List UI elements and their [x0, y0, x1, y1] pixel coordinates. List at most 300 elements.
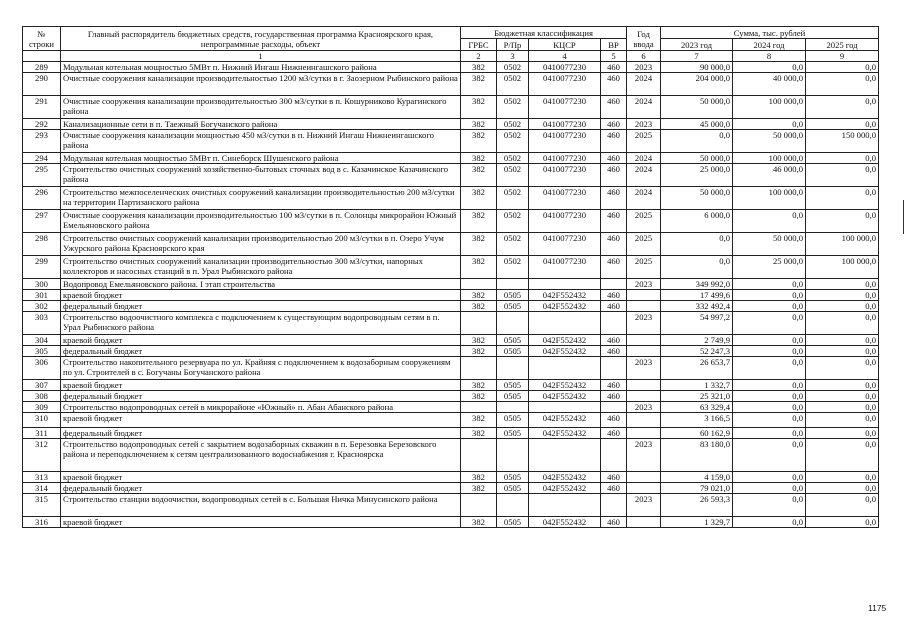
- index-cell: 2: [461, 51, 497, 62]
- grbs-code: 382: [461, 517, 497, 528]
- vr-code: 460: [601, 483, 627, 494]
- table-row: [23, 73, 879, 96]
- kcsr-code: 042F552432: [529, 483, 601, 494]
- object-name: Очистные сооружения канализации производительностью 1200 м3/сутки в г. Заозерном Рыбинского района: [61, 73, 461, 96]
- commission-year: 2025: [627, 233, 661, 256]
- table-row: [23, 153, 879, 164]
- table-row: [23, 472, 879, 483]
- vr-code: 460: [601, 96, 627, 119]
- kcsr-code: 042F552432: [529, 380, 601, 391]
- kcsr-code: 0410077230: [529, 130, 601, 153]
- commission-year: 2023: [627, 357, 661, 380]
- grbs-code: 382: [461, 187, 497, 210]
- object-name: краевой бюджет: [61, 472, 461, 483]
- grbs-code: 382: [461, 153, 497, 164]
- grbs-code: 382: [461, 428, 497, 439]
- grbs-code: 382: [461, 73, 497, 96]
- object-name: краевой бюджет: [61, 335, 461, 346]
- kcsr-code: 0410077230: [529, 119, 601, 130]
- object-name: краевой бюджет: [61, 413, 461, 428]
- grbs-code: 382: [461, 233, 497, 256]
- amount-2024: 25 000,0: [733, 256, 806, 279]
- amount-2023: 90 000,0: [661, 62, 733, 73]
- commission-year: [627, 472, 661, 483]
- commission-year: 2024: [627, 164, 661, 187]
- rzpr-code: 0502: [497, 233, 529, 256]
- amount-2025: 0,0: [806, 279, 879, 290]
- commission-year: 2023: [627, 402, 661, 413]
- grbs-code: 382: [461, 346, 497, 357]
- table-row: [23, 187, 879, 210]
- object-name: Строительство межпоселенческих очистных сооружений канализации производительностью 200 м3/сутки на территории Партизанского района: [61, 187, 461, 210]
- vr-code: 460: [601, 62, 627, 73]
- row-number: 312: [23, 439, 61, 472]
- vr-code: 460: [601, 301, 627, 312]
- commission-year: 2024: [627, 153, 661, 164]
- kcsr-code: [529, 279, 601, 290]
- amount-2023: 50 000,0: [661, 187, 733, 210]
- object-name: Строительство накопительного резервуара по ул. Крайняя с подключением к водозаборным сооружениям по ул. Строителей в с. Богучаны Богучанского района: [61, 357, 461, 380]
- rzpr-code: 0505: [497, 391, 529, 402]
- grbs-code: 382: [461, 130, 497, 153]
- object-name: федеральный бюджет: [61, 301, 461, 312]
- rzpr-code: 0505: [497, 413, 529, 428]
- amount-2024: 0,0: [733, 391, 806, 402]
- amount-2025: 150 000,0: [806, 130, 879, 153]
- commission-year: [627, 301, 661, 312]
- grbs-code: 382: [461, 483, 497, 494]
- table-row: [23, 312, 879, 335]
- amount-2025: 100 000,0: [806, 256, 879, 279]
- amount-2025: 0,0: [806, 517, 879, 528]
- amount-2024: 0,0: [733, 472, 806, 483]
- index-cell: 7: [661, 51, 733, 62]
- index-cell: 3: [497, 51, 529, 62]
- kcsr-code: 042F552432: [529, 428, 601, 439]
- rzpr-code: 0505: [497, 380, 529, 391]
- amount-2025: 0,0: [806, 380, 879, 391]
- amount-2024: 0,0: [733, 210, 806, 233]
- commission-year: 2024: [627, 187, 661, 210]
- row-number: 304: [23, 335, 61, 346]
- rzpr-code: 0505: [497, 517, 529, 528]
- object-name: краевой бюджет: [61, 290, 461, 301]
- rzpr-code: 0505: [497, 335, 529, 346]
- row-number: 314: [23, 483, 61, 494]
- commission-year: [627, 517, 661, 528]
- amount-2024: 100 000,0: [733, 153, 806, 164]
- budget-document: [22, 26, 879, 528]
- row-number: 305: [23, 346, 61, 357]
- kcsr-code: [529, 357, 601, 380]
- amount-2023: 332 492,4: [661, 301, 733, 312]
- amount-2024: 40 000,0: [733, 73, 806, 96]
- rzpr-code: 0505: [497, 346, 529, 357]
- commission-year: [627, 428, 661, 439]
- grbs-code: 382: [461, 96, 497, 119]
- table-row: [23, 130, 879, 153]
- table-row: [23, 119, 879, 130]
- kcsr-code: [529, 494, 601, 517]
- commission-year: 2023: [627, 119, 661, 130]
- amount-2024: 0,0: [733, 517, 806, 528]
- table-row: [23, 413, 879, 428]
- amount-2024: 100 000,0: [733, 96, 806, 119]
- rzpr-code: [497, 402, 529, 413]
- row-number: 290: [23, 73, 61, 96]
- kcsr-code: 042F552432: [529, 472, 601, 483]
- kcsr-code: 0410077230: [529, 73, 601, 96]
- object-name: краевой бюджет: [61, 517, 461, 528]
- row-number: 296: [23, 187, 61, 210]
- header-2023: 2023 год: [661, 39, 733, 51]
- grbs-code: 382: [461, 256, 497, 279]
- table-row: [23, 164, 879, 187]
- header-2024: 2024 год: [733, 39, 806, 51]
- table-row: [23, 346, 879, 357]
- rzpr-code: 0502: [497, 187, 529, 210]
- amount-2023: 50 000,0: [661, 153, 733, 164]
- amount-2025: 0,0: [806, 494, 879, 517]
- kcsr-code: 0410077230: [529, 164, 601, 187]
- grbs-code: 382: [461, 301, 497, 312]
- header-2025: 2025 год: [806, 39, 879, 51]
- amount-2023: 6 000,0: [661, 210, 733, 233]
- row-number: 295: [23, 164, 61, 187]
- row-number: 292: [23, 119, 61, 130]
- amount-2024: 0,0: [733, 494, 806, 517]
- header-object-name: Главный распорядитель бюджетных средств, государственная программа Красноярского края, непрограммные расходы, объект: [61, 27, 461, 51]
- vr-code: 460: [601, 187, 627, 210]
- amount-2025: 0,0: [806, 301, 879, 312]
- rzpr-code: 0502: [497, 130, 529, 153]
- vr-code: [601, 494, 627, 517]
- amount-2024: 0,0: [733, 346, 806, 357]
- kcsr-code: 042F552432: [529, 391, 601, 402]
- amount-2025: 0,0: [806, 346, 879, 357]
- object-name: федеральный бюджет: [61, 391, 461, 402]
- amount-2023: 54 997,2: [661, 312, 733, 335]
- row-number: 291: [23, 96, 61, 119]
- vr-code: [601, 402, 627, 413]
- amount-2025: 0,0: [806, 312, 879, 335]
- rzpr-code: [497, 494, 529, 517]
- commission-year: 2023: [627, 312, 661, 335]
- row-number: 311: [23, 428, 61, 439]
- amount-2025: 0,0: [806, 335, 879, 346]
- row-number: 303: [23, 312, 61, 335]
- amount-2025: 0,0: [806, 402, 879, 413]
- row-number: 294: [23, 153, 61, 164]
- kcsr-code: [529, 402, 601, 413]
- grbs-code: 382: [461, 210, 497, 233]
- grbs-code: 382: [461, 380, 497, 391]
- index-cell: 5: [601, 51, 627, 62]
- row-number: 298: [23, 233, 61, 256]
- commission-year: [627, 391, 661, 402]
- grbs-code: 382: [461, 164, 497, 187]
- header-row-number: № строки: [23, 27, 61, 51]
- object-name: федеральный бюджет: [61, 428, 461, 439]
- rzpr-code: 0502: [497, 256, 529, 279]
- kcsr-code: 042F552432: [529, 346, 601, 357]
- table-row: [23, 335, 879, 346]
- header-rzpr: Р/Пр: [497, 39, 529, 51]
- table-row: [23, 428, 879, 439]
- object-name: федеральный бюджет: [61, 483, 461, 494]
- amount-2024: 0,0: [733, 62, 806, 73]
- commission-year: [627, 290, 661, 301]
- commission-year: 2025: [627, 130, 661, 153]
- object-name: Модульная котельная мощностью 5МВт п. Синеборск Шушенского района: [61, 153, 461, 164]
- grbs-code: 382: [461, 119, 497, 130]
- vr-code: 460: [601, 233, 627, 256]
- rzpr-code: 0502: [497, 73, 529, 96]
- row-number: 307: [23, 380, 61, 391]
- amount-2025: 0,0: [806, 153, 879, 164]
- rzpr-code: [497, 357, 529, 380]
- amount-2024: 0,0: [733, 439, 806, 472]
- table-body: [23, 62, 879, 528]
- table-row: [23, 439, 879, 472]
- row-number: 299: [23, 256, 61, 279]
- commission-year: [627, 483, 661, 494]
- object-name: Строительство очистных сооружений канализации производительностью 300 м3/сутки, напорных коллекторов и насосных станций в п. Урал Рыбинского района: [61, 256, 461, 279]
- table-row: [23, 357, 879, 380]
- header-classification: Бюджетная классификация: [461, 27, 627, 39]
- rzpr-code: 0502: [497, 210, 529, 233]
- amount-2023: 50 000,0: [661, 96, 733, 119]
- amount-2023: 79 021,0: [661, 483, 733, 494]
- amount-2025: 0,0: [806, 164, 879, 187]
- commission-year: [627, 413, 661, 428]
- table-row: [23, 96, 879, 119]
- vr-code: 460: [601, 391, 627, 402]
- commission-year: 2023: [627, 494, 661, 517]
- amount-2024: 46 000,0: [733, 164, 806, 187]
- grbs-code: 382: [461, 290, 497, 301]
- vr-code: 460: [601, 472, 627, 483]
- grbs-code: [461, 494, 497, 517]
- commission-year: 2023: [627, 62, 661, 73]
- kcsr-code: 0410077230: [529, 233, 601, 256]
- amount-2024: 50 000,0: [733, 233, 806, 256]
- rzpr-code: 0502: [497, 164, 529, 187]
- amount-2023: 25 000,0: [661, 164, 733, 187]
- object-name: краевой бюджет: [61, 380, 461, 391]
- table-row: [23, 494, 879, 517]
- vr-code: 460: [601, 153, 627, 164]
- amount-2024: 0,0: [733, 290, 806, 301]
- kcsr-code: 042F552432: [529, 517, 601, 528]
- amount-2024: 0,0: [733, 279, 806, 290]
- commission-year: [627, 380, 661, 391]
- index-cell: 8: [733, 51, 806, 62]
- vr-code: 460: [601, 290, 627, 301]
- vr-code: 460: [601, 164, 627, 187]
- row-number: 316: [23, 517, 61, 528]
- table-row: [23, 256, 879, 279]
- kcsr-code: 0410077230: [529, 96, 601, 119]
- amount-2024: 0,0: [733, 357, 806, 380]
- grbs-code: [461, 357, 497, 380]
- row-number: 313: [23, 472, 61, 483]
- header-year: Год ввода: [627, 27, 661, 51]
- amount-2023: 25 321,0: [661, 391, 733, 402]
- amount-2023: 0,0: [661, 233, 733, 256]
- amount-2024: 100 000,0: [733, 187, 806, 210]
- kcsr-code: 042F552432: [529, 335, 601, 346]
- row-number: 306: [23, 357, 61, 380]
- table-row: [23, 391, 879, 402]
- table-row: [23, 483, 879, 494]
- vr-code: 460: [601, 256, 627, 279]
- object-name: Строительство водопроводных сетей с закрытием водозаборных скважин в п. Березовка Березовского района и переподключением к сетям централизованного водоснабжения г. Красноярска: [61, 439, 461, 472]
- row-number: 300: [23, 279, 61, 290]
- table-row: [23, 301, 879, 312]
- amount-2023: 52 247,3: [661, 346, 733, 357]
- row-number: 308: [23, 391, 61, 402]
- commission-year: 2023: [627, 439, 661, 472]
- amount-2024: 0,0: [733, 413, 806, 428]
- amount-2025: 0,0: [806, 428, 879, 439]
- kcsr-code: 0410077230: [529, 62, 601, 73]
- amount-2023: 26 593,3: [661, 494, 733, 517]
- row-number: 315: [23, 494, 61, 517]
- commission-year: 2023: [627, 279, 661, 290]
- amount-2025: 0,0: [806, 187, 879, 210]
- rzpr-code: 0502: [497, 119, 529, 130]
- row-number: 310: [23, 413, 61, 428]
- vr-code: [601, 279, 627, 290]
- vr-code: 460: [601, 335, 627, 346]
- header-sum: Сумма, тыс. рублей: [661, 27, 879, 39]
- vr-code: 460: [601, 346, 627, 357]
- index-cell: [23, 51, 61, 62]
- amount-2023: 60 162,9: [661, 428, 733, 439]
- amount-2025: 0,0: [806, 483, 879, 494]
- amount-2024: 0,0: [733, 483, 806, 494]
- amount-2023: 26 653,7: [661, 357, 733, 380]
- grbs-code: 382: [461, 391, 497, 402]
- amount-2023: 2 749,9: [661, 335, 733, 346]
- object-name: Строительство водопроводных сетей в микрорайоне «Южный» п. Абан Абанского района: [61, 402, 461, 413]
- amount-2025: 0,0: [806, 391, 879, 402]
- index-cell: 1: [61, 51, 461, 62]
- amount-2025: 0,0: [806, 413, 879, 428]
- amount-2024: 0,0: [733, 335, 806, 346]
- kcsr-code: 042F552432: [529, 290, 601, 301]
- rzpr-code: [497, 312, 529, 335]
- commission-year: [627, 335, 661, 346]
- object-name: Строительство очистных сооружений хозяйственно-бытовых сточных вод в с. Казачинское Казачинского района: [61, 164, 461, 187]
- table-row: [23, 279, 879, 290]
- amount-2023: 45 000,0: [661, 119, 733, 130]
- row-number: 289: [23, 62, 61, 73]
- table-row: [23, 62, 879, 73]
- row-number: 309: [23, 402, 61, 413]
- amount-2025: 0,0: [806, 210, 879, 233]
- object-name: Очистные сооружения канализации производительностью 300 м3/сутки в п. Кошурниково Курагинского района: [61, 96, 461, 119]
- amount-2023: 1 329,7: [661, 517, 733, 528]
- table-row: [23, 380, 879, 391]
- table-row: [23, 290, 879, 301]
- amount-2024: 0,0: [733, 301, 806, 312]
- object-name: Строительство водоочистного комплекса с подключением к существующим водопроводным сетям в п. Урал Рыбинского района: [61, 312, 461, 335]
- grbs-code: [461, 312, 497, 335]
- table-row: [23, 517, 879, 528]
- grbs-code: [461, 279, 497, 290]
- amount-2023: 4 159,0: [661, 472, 733, 483]
- table-row: [23, 402, 879, 413]
- rzpr-code: 0505: [497, 301, 529, 312]
- commission-year: 2024: [627, 73, 661, 96]
- object-name: Строительство станции водоочистки, водопроводных сетей в с. Большая Ничка Минусинского района: [61, 494, 461, 517]
- kcsr-code: 0410077230: [529, 187, 601, 210]
- amount-2025: 0,0: [806, 472, 879, 483]
- kcsr-code: [529, 312, 601, 335]
- vr-code: 460: [601, 413, 627, 428]
- grbs-code: [461, 402, 497, 413]
- vr-code: [601, 357, 627, 380]
- rzpr-code: [497, 279, 529, 290]
- amount-2025: 0,0: [806, 439, 879, 472]
- rzpr-code: [497, 439, 529, 472]
- grbs-code: 382: [461, 413, 497, 428]
- amount-2024: 0,0: [733, 428, 806, 439]
- amount-2023: 0,0: [661, 130, 733, 153]
- vr-code: 460: [601, 119, 627, 130]
- object-name: Канализационные сети в п. Таежный Богучанского района: [61, 119, 461, 130]
- rzpr-code: 0505: [497, 428, 529, 439]
- object-name: федеральный бюджет: [61, 346, 461, 357]
- commission-year: 2024: [627, 96, 661, 119]
- commission-year: 2025: [627, 256, 661, 279]
- index-cell: 9: [806, 51, 879, 62]
- page-number: 1175: [868, 603, 887, 613]
- amount-2024: 50 000,0: [733, 130, 806, 153]
- amount-2023: 349 992,0: [661, 279, 733, 290]
- amount-2023: 3 166,5: [661, 413, 733, 428]
- amount-2025: 0,0: [806, 62, 879, 73]
- kcsr-code: 0410077230: [529, 210, 601, 233]
- amount-2023: 1 332,7: [661, 380, 733, 391]
- amount-2025: 100 000,0: [806, 233, 879, 256]
- amount-2024: 0,0: [733, 380, 806, 391]
- grbs-code: 382: [461, 335, 497, 346]
- amount-2023: 17 499,6: [661, 290, 733, 301]
- amount-2023: 63 329,4: [661, 402, 733, 413]
- object-name: Строительство очистных сооружений канализации производительностью 200 м3/сутки в п. Озеро Учум Ужурского района Красноярского края: [61, 233, 461, 256]
- row-number: 301: [23, 290, 61, 301]
- vr-code: [601, 439, 627, 472]
- vr-code: [601, 312, 627, 335]
- row-number: 293: [23, 130, 61, 153]
- amount-2023: 0,0: [661, 256, 733, 279]
- amount-2024: 0,0: [733, 402, 806, 413]
- grbs-code: [461, 439, 497, 472]
- kcsr-code: 042F552432: [529, 301, 601, 312]
- index-cell: 6: [627, 51, 661, 62]
- table-row: [23, 210, 879, 233]
- amount-2023: 83 180,0: [661, 439, 733, 472]
- rzpr-code: 0505: [497, 483, 529, 494]
- kcsr-code: [529, 439, 601, 472]
- amount-2024: 0,0: [733, 119, 806, 130]
- kcsr-code: 042F552432: [529, 413, 601, 428]
- table-row: [23, 233, 879, 256]
- amount-2024: 0,0: [733, 312, 806, 335]
